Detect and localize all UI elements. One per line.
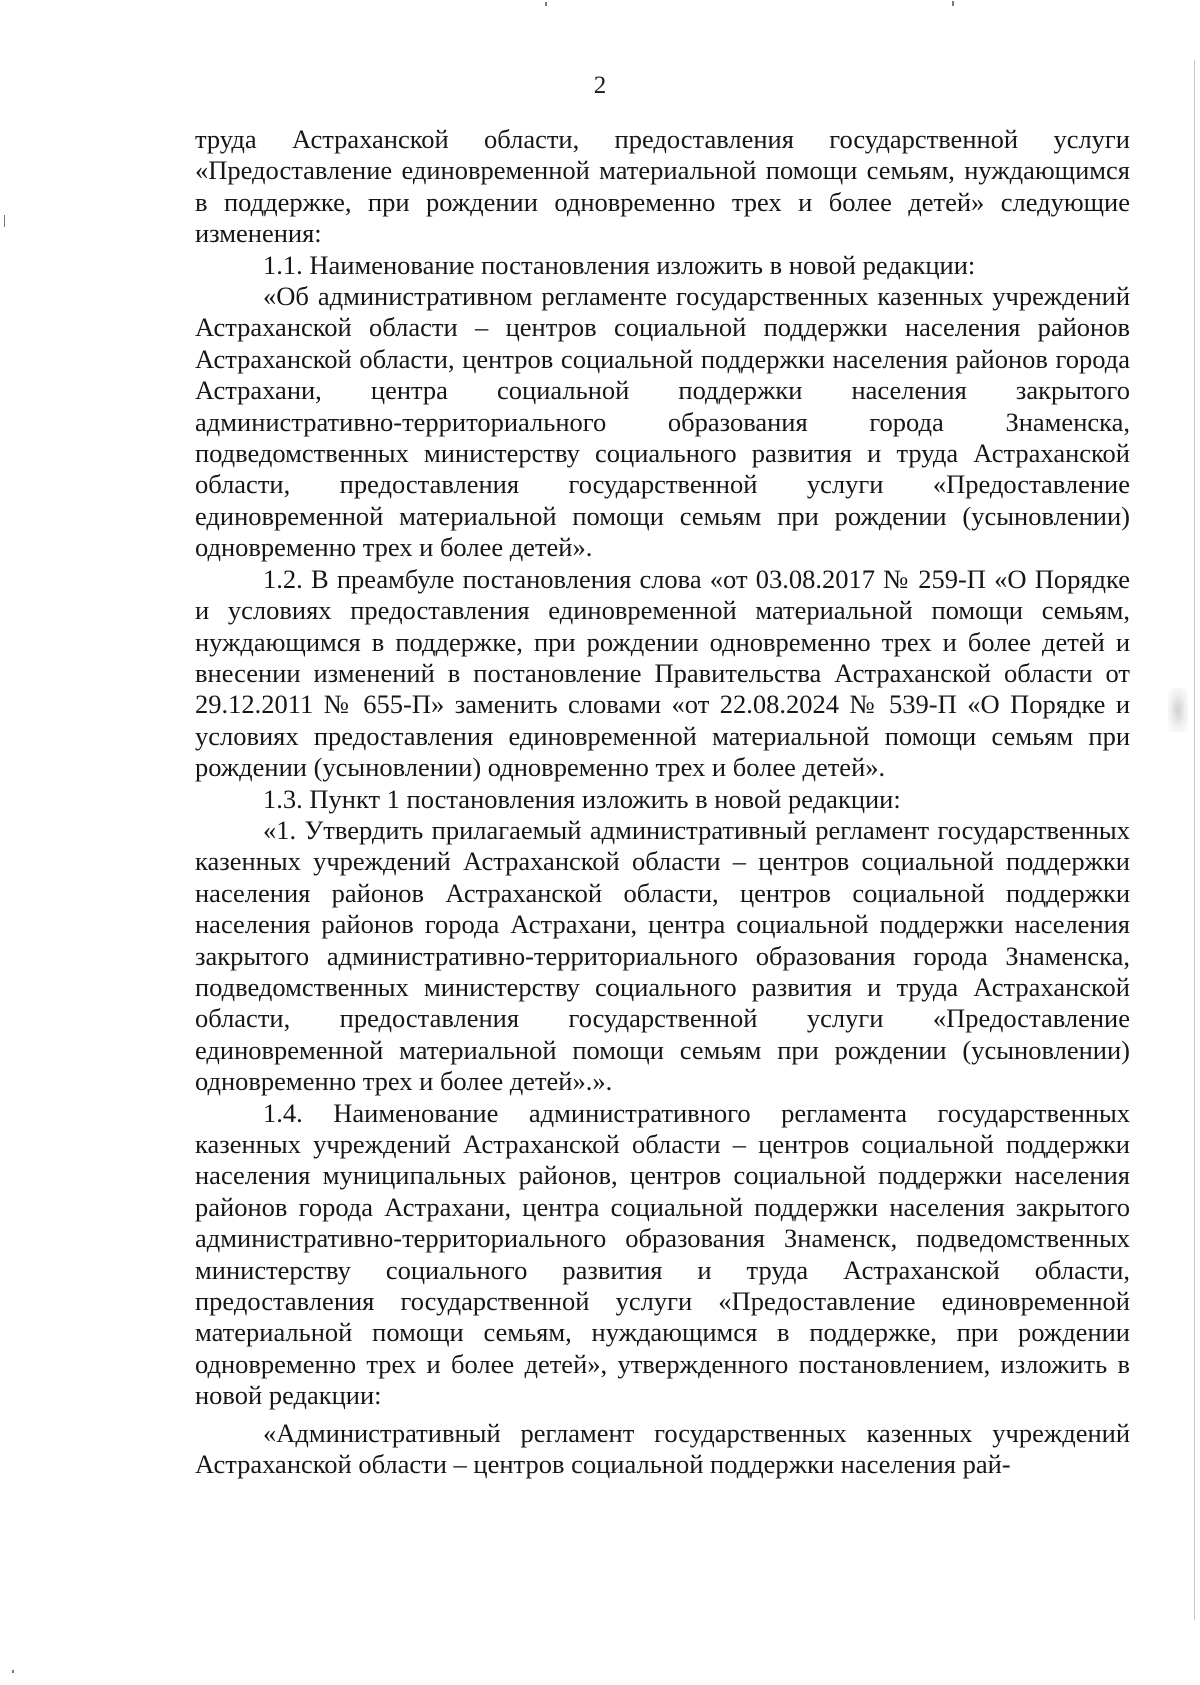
paragraph-item-1-4: 1.4. Наименование административного регламента государственных казенных учреждений Астраханской области – центров социальной поддержки населения муниципальных районов, центров социальной поддержки населения районов города Астрахани, центра социальной поддержки населения закрытого административно-территориального образования Знаменск, подведомственных министерству социального развития и труда Астраханской области, предоставления государственной услуги «Предоставление единовременной материальной помощи семьям, нуждающимся в поддержке, при рождении одновременно трех и более детей», утвержденного постановлением, изложить в новой редакции: xyxy=(195,1097,1130,1411)
paragraph-item-1-3: 1.3. Пункт 1 постановления изложить в новой редакции: xyxy=(263,783,901,814)
scan-artifact xyxy=(952,1,954,6)
scan-edge-shadow xyxy=(1194,60,1195,1620)
paragraph-continuation: труда Астраханской области, предоставления государственной услуги «Предоставление единовременной материальной помощи семьям, нуждающимся в поддержке, при рождении одновременно трех и более детей» следующие изменения: xyxy=(195,124,1130,249)
scan-artifact xyxy=(4,215,5,227)
paragraph-quote-1-3: «1. Утвердить прилагаемый административный регламент государственных казенных учреждений Астраханской области – центров социальной поддержки населения районов Астраханской области, центров социальной поддержки населения районов города Астрахани, центра социальной поддержки населения закрытого административно-территориального образования города Знаменска, подведомственных министерству социального развития и труда Астраханской области, предоставления государственной услуги «Предоставление единовременной материальной помощи семьям при рождении (усыновлении) одновременно трех и более детей».». xyxy=(195,814,1130,1097)
paragraph-item-1-2: 1.2. В преамбуле постановления слова «от 03.08.2017 № 259-П «О Порядке и условиях предоставления единовременной материальной помощи семьям, нуждающимся в поддержке, при рождении одновременно трех и более детей и внесении изменений в постановление Правительства Астраханской области от 29.12.2011 № 655-П» заменить словами «от 22.08.2024 № 539-П «О Порядке и условиях предоставления единовременной материальной помощи семьям при рождении (усыновлении) одновременно трех и более детей». xyxy=(195,563,1130,783)
scan-artifact xyxy=(12,1670,14,1673)
paragraph-quote-1-1: «Об административном регламенте государственных казенных учреждений Астраханской области – центров социальной поддержки населения районов Астраханской области, центров социальной поддержки населения районов города Астрахани, центра социальной поддержки населения закрытого административно-территориального образования города Знаменска, подведомственных министерству социального развития и труда Астраханской области, предоставления государственной услуги «Предоставление единовременной материальной помощи семьям при рождении (усыновлении) одновременно трех и более детей». xyxy=(195,281,1130,563)
paragraph-item-1-1: 1.1. Наименование постановления изложить в новой редакции: xyxy=(263,249,976,280)
scan-smudge xyxy=(1168,688,1188,732)
scan-artifact xyxy=(545,2,547,6)
page-number: 2 xyxy=(593,72,607,99)
paragraph-quote-1-4: «Административный регламент государственных казенных учреждений Астраханской области – центров социальной поддержки населения рай- xyxy=(195,1417,1130,1480)
document-body xyxy=(195,124,1130,1480)
